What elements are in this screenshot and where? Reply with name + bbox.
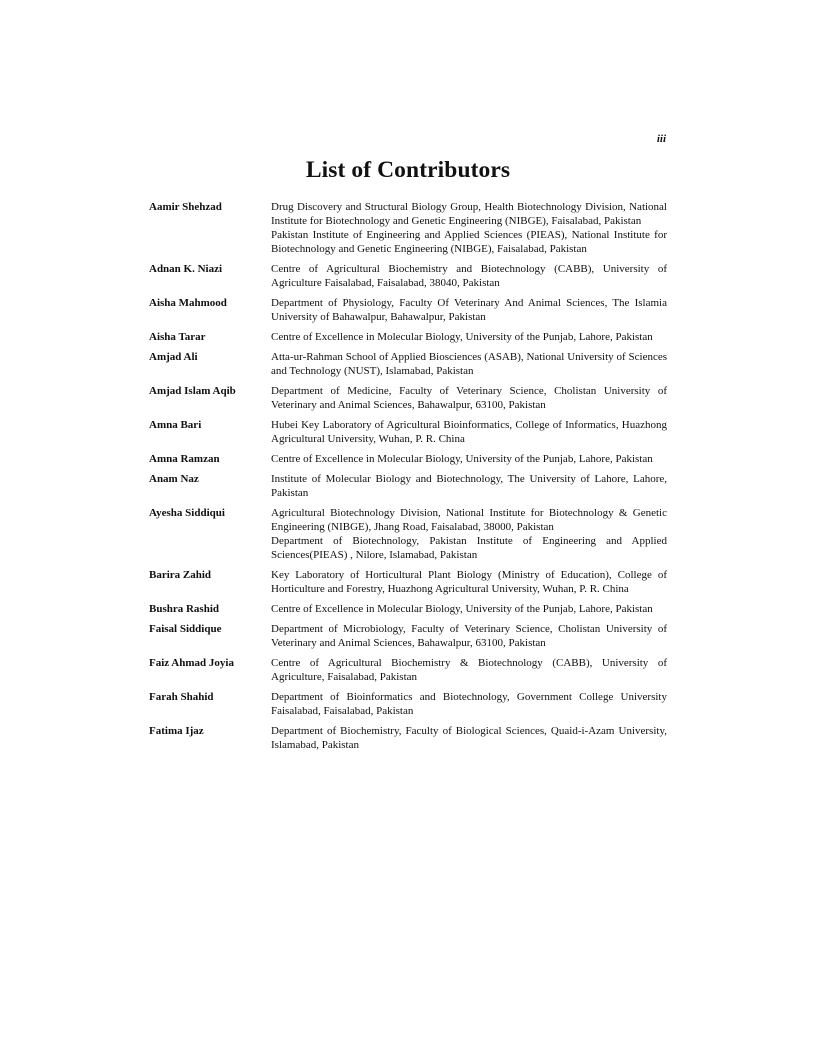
affiliation: Centre of Excellence in Molecular Biology, University of the Punjab, Lahore, Pakistan [271, 331, 653, 343]
contributor-affiliations [271, 418, 667, 446]
contributor-entry [149, 384, 667, 412]
contributor-entry [149, 330, 667, 344]
contributor-affiliations [271, 622, 667, 650]
affiliation: Atta-ur-Rahman School of Applied Biosciences (ASAB), National University of Sciences and Technology (NUST), Islamabad, Pakistan [271, 351, 667, 377]
contributor-name: Amjad Islam Aqib [149, 385, 236, 397]
contributor-affiliations [271, 472, 667, 500]
contributor-affiliations [271, 506, 667, 562]
contributor-name: Amna Ramzan [149, 453, 220, 465]
contributor-list [149, 200, 667, 758]
contributor-affiliations [271, 330, 667, 344]
contributor-name: Amna Bari [149, 419, 202, 431]
contributor-entry [149, 296, 667, 324]
affiliation: Department of Biotechnology, Pakistan Institute of Engineering and Applied Sciences(PIEAS) , Nilore, Islamabad, Pakistan [271, 535, 667, 561]
contributor-name: Anam Naz [149, 473, 199, 485]
contributor-entry [149, 200, 667, 256]
contributor-entry [149, 568, 667, 596]
contributor-name: Amjad Ali [149, 351, 198, 363]
affiliation: Centre of Agricultural Biochemistry & Biotechnology (CABB), University of Agriculture, Faisalabad, Pakistan [271, 657, 667, 683]
contributor-entry [149, 622, 667, 650]
contributor-entry [149, 506, 667, 562]
affiliation: Department of Biochemistry, Faculty of Biological Sciences, Quaid-i-Azam University, Islamabad, Pakistan [271, 725, 667, 751]
contributor-name: Ayesha Siddiqui [149, 507, 225, 519]
contributor-affiliations [271, 296, 667, 324]
contributor-entry [149, 452, 667, 466]
affiliation: Key Laboratory of Horticultural Plant Biology (Ministry of Education), College of Horticulture and Forestry, Huazhong Agricultural University, Wuhan, P. R. China [271, 569, 667, 595]
contributor-entry [149, 350, 667, 378]
contributor-entry [149, 602, 667, 616]
contributor-name: Bushra Rashid [149, 603, 220, 615]
contributor-entry [149, 690, 667, 718]
affiliation: Department of Bioinformatics and Biotechnology, Government College University Faisalabad, Faisalabad, Pakistan [271, 691, 667, 717]
contributor-affiliations [271, 602, 667, 616]
contributor-name: Barira Zahid [149, 569, 212, 581]
contributor-affiliations [271, 656, 667, 684]
affiliation: Pakistan Institute of Engineering and Applied Sciences (PIEAS), National Institute for Biotechnology and Genetic Engineering (NIBGE), Faisalabad, Pakistan [271, 229, 667, 255]
contributor-affiliations [271, 452, 667, 466]
contributor-name: Farah Shahid [149, 691, 214, 703]
affiliation: Centre of Excellence in Molecular Biology, University of the Punjab, Lahore, Pakistan [271, 453, 653, 465]
affiliation: Agricultural Biotechnology Division, National Institute for Biotechnology & Genetic Engineering (NIBGE), Jhang Road, Faisalabad, 38000, Pakistan [271, 507, 667, 533]
contributor-affiliations [271, 690, 667, 718]
contributor-affiliations [271, 568, 667, 596]
affiliation: Department of Microbiology, Faculty of Veterinary Science, Cholistan University of Veterinary and Animal Sciences, Bahawalpur, 63100, Pakistan [271, 623, 667, 649]
contributor-affiliations [271, 384, 667, 412]
contributor-name: Fatima Ijaz [149, 725, 204, 737]
contributor-name: Aisha Tarar [149, 331, 206, 343]
contributor-entry [149, 262, 667, 290]
contributor-entry [149, 656, 667, 684]
contributor-affiliations [271, 200, 667, 256]
affiliation: Drug Discovery and Structural Biology Group, Health Biotechnology Division, National Institute for Biotechnology and Genetic Engineering (NIBGE), Faisalabad, Pakistan [271, 201, 667, 227]
contributor-affiliations [271, 724, 667, 752]
page-number: iii [656, 133, 666, 145]
contributor-name: Aisha Mahmood [149, 297, 227, 309]
page-title: List of Contributors [305, 157, 511, 183]
affiliation: Department of Medicine, Faculty of Veterinary Science, Cholistan University of Veterinary and Animal Sciences, Bahawalpur, 63100, Pakistan [271, 385, 667, 411]
contributor-affiliations [271, 350, 667, 378]
contributor-entry [149, 418, 667, 446]
contributor-affiliations [271, 262, 667, 290]
contributor-entry [149, 472, 667, 500]
contributor-name: Aamir Shehzad [149, 201, 222, 213]
contributor-entry [149, 724, 667, 752]
contributor-name: Faisal Siddique [149, 623, 222, 635]
contributor-name: Adnan K. Niazi [149, 263, 223, 275]
contributor-name: Faiz Ahmad Joyia [149, 657, 234, 669]
affiliation: Hubei Key Laboratory of Agricultural Bioinformatics, College of Informatics, Huazhong Agricultural University, Wuhan, P. R. China [271, 419, 667, 445]
affiliation: Centre of Agricultural Biochemistry and Biotechnology (CABB), University of Agriculture Faisalabad, Faisalabad, 38040, Pakistan [271, 263, 667, 289]
affiliation: Centre of Excellence in Molecular Biology, University of the Punjab, Lahore, Pakistan [271, 603, 653, 615]
affiliation: Department of Physiology, Faculty Of Veterinary And Animal Sciences, The Islamia University of Bahawalpur, Bahawalpur, Pakistan [271, 297, 667, 323]
affiliation: Institute of Molecular Biology and Biotechnology, The University of Lahore, Lahore, Pakistan [271, 473, 667, 499]
